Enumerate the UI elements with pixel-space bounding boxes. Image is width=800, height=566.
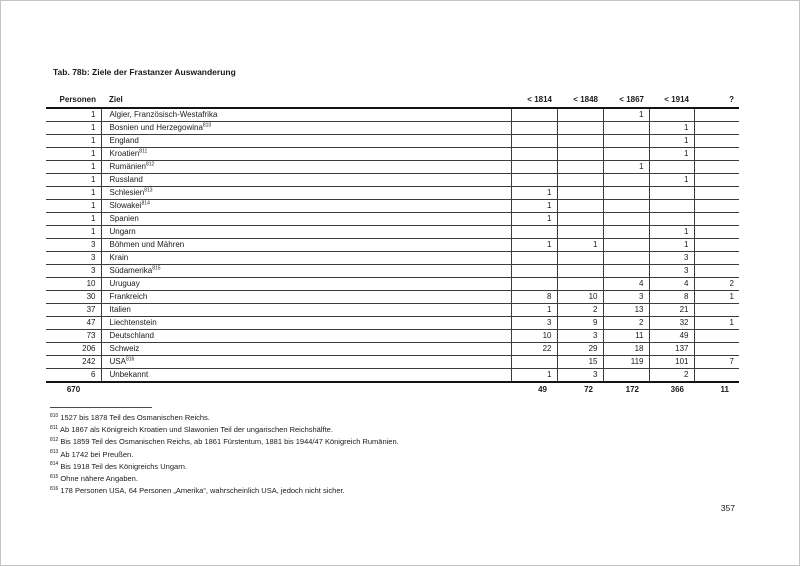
value-cell: 13: [603, 304, 649, 317]
value-cell: 1: [694, 317, 739, 330]
value-cell: 1: [603, 161, 649, 174]
footnote-line: [50, 473, 399, 485]
total-value: 72: [557, 382, 603, 397]
col-header-period: < 1814: [511, 89, 557, 108]
value-cell: [694, 108, 739, 122]
value-cell: [694, 304, 739, 317]
value-cell: [511, 174, 557, 187]
total-personen: 670: [46, 382, 101, 397]
ziel-label: USA: [109, 356, 126, 366]
value-cell: 15: [557, 356, 603, 369]
ziel-label: Rumänien: [109, 161, 146, 171]
ziel-cell: [101, 330, 511, 343]
value-cell: [694, 330, 739, 343]
table-row: [46, 330, 739, 343]
ziel-cell: [101, 200, 511, 213]
value-cell: [649, 213, 694, 226]
value-cell: 3: [511, 317, 557, 330]
personen-cell: 206: [46, 343, 101, 356]
footnote-ref: 810: [202, 121, 212, 128]
footnote-line: [50, 461, 399, 473]
col-header-period: ?: [694, 89, 739, 108]
value-cell: 119: [603, 356, 649, 369]
footnote-text: 1527 bis 1878 Teil des Osmanischen Reichs.: [60, 413, 210, 422]
ziel-cell: [101, 369, 511, 383]
footnote-line: [50, 449, 399, 461]
footnote-number: 812: [50, 436, 59, 443]
ziel-label: Deutschland: [109, 330, 154, 340]
value-cell: [557, 135, 603, 148]
personen-cell: 1: [46, 148, 101, 161]
value-cell: [603, 122, 649, 135]
value-cell: [649, 187, 694, 200]
col-header-personen: Personen: [46, 89, 101, 108]
ziel-cell: [101, 317, 511, 330]
value-cell: 2: [694, 278, 739, 291]
ziel-label: Italien: [109, 304, 131, 314]
value-cell: [511, 122, 557, 135]
value-cell: 1: [694, 291, 739, 304]
value-cell: [603, 200, 649, 213]
footnote-ref: 814: [141, 199, 150, 206]
value-cell: 10: [557, 291, 603, 304]
ziel-label: Slowakei: [109, 200, 142, 210]
value-cell: [557, 148, 603, 161]
footnote-text: Ab 1867 als Königreich Kroatien und Slawonien Teil der ungarischen Reichshälfte.: [59, 425, 333, 435]
value-cell: [694, 239, 739, 252]
value-cell: [694, 343, 739, 356]
footnote-number: 810: [50, 412, 59, 419]
ziel-cell: [101, 135, 511, 148]
value-cell: [557, 108, 603, 122]
footnote-number: 814: [50, 461, 59, 468]
personen-cell: 1: [46, 187, 101, 200]
value-cell: [511, 108, 557, 122]
value-cell: [603, 174, 649, 187]
value-cell: 2: [557, 304, 603, 317]
value-cell: 1: [649, 135, 694, 148]
table-row: [46, 343, 739, 356]
value-cell: [603, 135, 649, 148]
table-header: [46, 89, 739, 108]
table-row: [46, 369, 739, 383]
value-cell: 1: [649, 148, 694, 161]
value-cell: [694, 135, 739, 148]
table-row: [46, 304, 739, 317]
footnote-text: 178 Personen USA, 64 Personen „Amerika“, wahrscheinlich USA, jedoch nicht sicher.: [60, 486, 345, 496]
page-number: 357: [720, 503, 735, 513]
value-cell: 11: [603, 330, 649, 343]
ziel-cell: [101, 187, 511, 200]
ziel-cell: [101, 304, 511, 317]
total-row: [46, 382, 739, 397]
value-cell: [557, 265, 603, 278]
footnote-text: Bis 1918 Teil des Königreichs Ungarn.: [60, 461, 187, 471]
value-cell: [694, 148, 739, 161]
footnote-line: [50, 424, 399, 436]
ziel-label: Spanien: [109, 213, 139, 223]
personen-cell: 47: [46, 317, 101, 330]
table-row: [46, 187, 739, 200]
value-cell: 1: [511, 213, 557, 226]
ziel-cell: [101, 161, 511, 174]
value-cell: [603, 213, 649, 226]
footnote-number: 813: [50, 449, 59, 456]
value-cell: [649, 161, 694, 174]
ziel-label: Böhmen und Mähren: [109, 239, 185, 249]
personen-cell: 1: [46, 174, 101, 187]
footnote-ref: 813: [144, 186, 153, 193]
personen-cell: 1: [46, 200, 101, 213]
footnote-line: [50, 485, 399, 497]
value-cell: [649, 108, 694, 122]
col-header-period: < 1867: [603, 89, 649, 108]
ziel-label: Russland: [109, 174, 143, 184]
ziel-cell: [101, 252, 511, 265]
footnote-text: Bis 1859 Teil des Osmanischen Reichs, ab 1861 Fürstentum, 1881 bis 1944/47 Königreich Rumänien.: [60, 437, 399, 447]
value-cell: 3: [557, 330, 603, 343]
ziel-label: England: [109, 135, 139, 145]
ziel-cell: [101, 343, 511, 356]
table-row: [46, 161, 739, 174]
ziel-cell: [101, 174, 511, 187]
personen-cell: 30: [46, 291, 101, 304]
table-body: [46, 108, 739, 397]
footnote-ref: 815: [152, 264, 161, 271]
table-row: [46, 291, 739, 304]
value-cell: 1: [511, 200, 557, 213]
total-value: 172: [603, 382, 649, 397]
value-cell: 1: [557, 239, 603, 252]
personen-cell: 6: [46, 369, 101, 383]
total-value: 366: [649, 382, 694, 397]
value-cell: 2: [603, 317, 649, 330]
value-cell: 8: [511, 291, 557, 304]
total-spacer: [101, 382, 511, 397]
table-caption: Tab. 78b: Ziele der Frastanzer Auswanderung: [53, 67, 236, 77]
col-header-period: < 1848: [557, 89, 603, 108]
value-cell: [603, 239, 649, 252]
ziel-label: Liechtenstein: [109, 317, 157, 327]
value-cell: [694, 174, 739, 187]
ziel-cell: [101, 356, 511, 369]
table-row: [46, 252, 739, 265]
ziel-label: Südamerika: [109, 265, 153, 275]
ziel-cell: [101, 108, 511, 122]
table-row: [46, 265, 739, 278]
value-cell: 22: [511, 343, 557, 356]
ziel-label: Ungarn: [109, 226, 136, 236]
ziel-cell: [101, 122, 511, 135]
ziel-label: Schlesien: [109, 187, 145, 197]
footnote-ref: 812: [145, 160, 155, 167]
value-cell: [694, 265, 739, 278]
value-cell: 4: [603, 278, 649, 291]
personen-cell: 1: [46, 108, 101, 122]
value-cell: [694, 187, 739, 200]
value-cell: 3: [557, 369, 603, 383]
emigration-table: [46, 89, 739, 397]
ziel-label: Algier, Französisch-Westafrika: [109, 109, 218, 119]
value-cell: 1: [649, 122, 694, 135]
value-cell: [694, 226, 739, 239]
personen-cell: 1: [46, 213, 101, 226]
footnote-number: 816: [50, 485, 59, 492]
table-row: [46, 135, 739, 148]
table-row: [46, 200, 739, 213]
value-cell: [557, 278, 603, 291]
footnote-text: Ohne nähere Angaben.: [60, 474, 138, 484]
value-cell: [511, 226, 557, 239]
value-cell: [603, 148, 649, 161]
footnote-ref: 816: [125, 355, 135, 362]
ziel-label: Frankreich: [109, 291, 148, 301]
value-cell: 32: [649, 317, 694, 330]
value-cell: [603, 187, 649, 200]
table-row: [46, 122, 739, 135]
ziel-label: Bosnien und Herzegowina: [109, 122, 203, 132]
table-row: [46, 148, 739, 161]
value-cell: [694, 161, 739, 174]
value-cell: 3: [603, 291, 649, 304]
value-cell: 8: [649, 291, 694, 304]
value-cell: [557, 200, 603, 213]
value-cell: 4: [649, 278, 694, 291]
table-row: [46, 108, 739, 122]
value-cell: [694, 200, 739, 213]
personen-cell: 1: [46, 135, 101, 148]
ziel-cell: [101, 278, 511, 291]
value-cell: 10: [511, 330, 557, 343]
value-cell: [694, 369, 739, 383]
ziel-cell: [101, 213, 511, 226]
personen-cell: 3: [46, 239, 101, 252]
value-cell: 101: [649, 356, 694, 369]
value-cell: 1: [649, 239, 694, 252]
value-cell: [511, 135, 557, 148]
table-row: [46, 239, 739, 252]
personen-cell: 73: [46, 330, 101, 343]
header-row: [46, 89, 739, 108]
value-cell: [649, 200, 694, 213]
value-cell: [694, 252, 739, 265]
value-cell: [603, 226, 649, 239]
footnote-separator: [50, 407, 152, 408]
footnote-line: [50, 412, 399, 424]
value-cell: [511, 265, 557, 278]
personen-cell: 10: [46, 278, 101, 291]
total-value: 11: [694, 382, 739, 397]
table-row: [46, 278, 739, 291]
value-cell: [694, 213, 739, 226]
value-cell: 9: [557, 317, 603, 330]
value-cell: [603, 252, 649, 265]
value-cell: [603, 265, 649, 278]
value-cell: 2: [649, 369, 694, 383]
value-cell: [557, 174, 603, 187]
value-cell: 21: [649, 304, 694, 317]
value-cell: 3: [649, 252, 694, 265]
personen-cell: 1: [46, 226, 101, 239]
value-cell: [557, 226, 603, 239]
ziel-cell: [101, 265, 511, 278]
value-cell: [511, 148, 557, 161]
value-cell: 1: [511, 304, 557, 317]
value-cell: [511, 356, 557, 369]
personen-cell: 1: [46, 122, 101, 135]
value-cell: 49: [649, 330, 694, 343]
value-cell: [557, 161, 603, 174]
value-cell: 18: [603, 343, 649, 356]
footnote-number: 815: [50, 473, 59, 480]
footnote-line: [50, 436, 399, 448]
value-cell: 1: [511, 369, 557, 383]
value-cell: [603, 369, 649, 383]
table-row: [46, 213, 739, 226]
table-row: [46, 174, 739, 187]
value-cell: 1: [649, 226, 694, 239]
col-header-period: < 1914: [649, 89, 694, 108]
total-value: 49: [511, 382, 557, 397]
value-cell: [511, 278, 557, 291]
table-row: [46, 317, 739, 330]
ziel-cell: [101, 148, 511, 161]
footnote-ref: 811: [139, 147, 148, 154]
footnote-number: 811: [50, 424, 58, 431]
value-cell: 7: [694, 356, 739, 369]
ziel-cell: [101, 239, 511, 252]
value-cell: 29: [557, 343, 603, 356]
col-header-ziel: Ziel: [101, 89, 511, 108]
table-row: [46, 226, 739, 239]
value-cell: 1: [511, 187, 557, 200]
personen-cell: 3: [46, 265, 101, 278]
value-cell: 137: [649, 343, 694, 356]
value-cell: [557, 187, 603, 200]
ziel-cell: [101, 291, 511, 304]
ziel-label: Krain: [109, 252, 129, 262]
value-cell: 1: [511, 239, 557, 252]
ziel-label: Kroatien: [109, 148, 140, 158]
table-row: [46, 356, 739, 369]
value-cell: 1: [603, 108, 649, 122]
personen-cell: 242: [46, 356, 101, 369]
ziel-label: Unbekannt: [109, 369, 149, 379]
value-cell: [557, 122, 603, 135]
footnotes-block: [50, 412, 399, 497]
value-cell: [557, 252, 603, 265]
value-cell: [557, 213, 603, 226]
ziel-label: Uruguay: [109, 278, 140, 288]
value-cell: 1: [649, 174, 694, 187]
personen-cell: 3: [46, 252, 101, 265]
value-cell: [694, 122, 739, 135]
footnote-text: Ab 1742 bei Preußen.: [60, 449, 134, 459]
value-cell: [511, 252, 557, 265]
value-cell: 3: [649, 265, 694, 278]
ziel-cell: [101, 226, 511, 239]
personen-cell: 37: [46, 304, 101, 317]
personen-cell: 1: [46, 161, 101, 174]
value-cell: [511, 161, 557, 174]
ziel-label: Schweiz: [109, 343, 140, 353]
